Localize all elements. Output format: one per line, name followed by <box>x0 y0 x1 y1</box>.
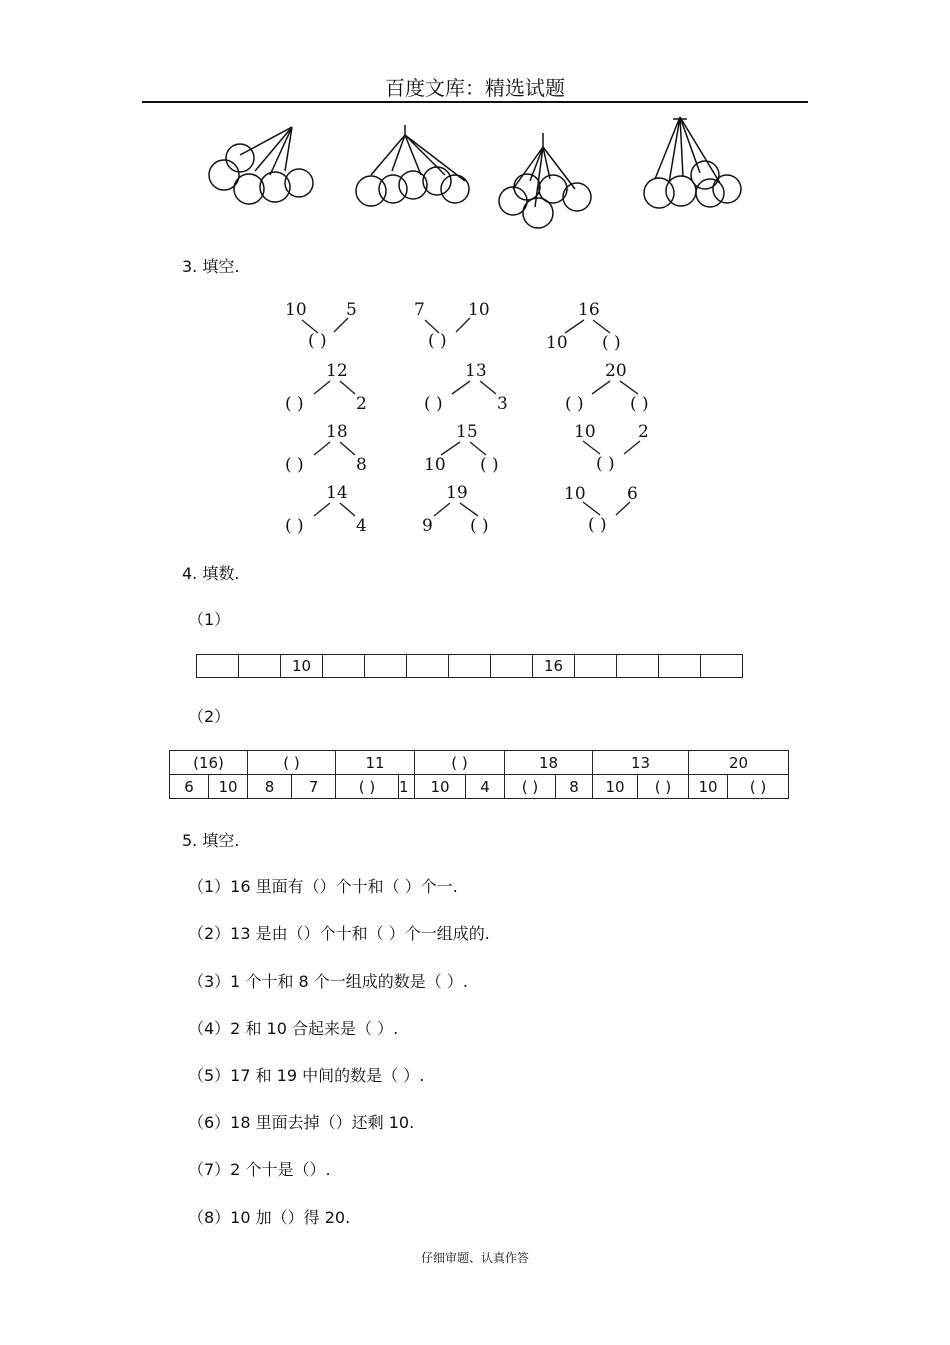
q3-tree7-right: 8 <box>356 455 367 475</box>
q3-tree7-left: ( ) <box>285 455 304 475</box>
q3-tree3-top: 16 <box>578 300 600 320</box>
cherry-bunch-1-image <box>209 127 313 204</box>
q4-p2-bottom-cell: 10 <box>415 775 466 799</box>
q5-item-5: （5）17 和 19 中间的数是（ ）. <box>188 1066 425 1085</box>
q4-p1-cell[interactable] <box>239 655 281 678</box>
q3-tree1-left: 10 <box>285 300 307 320</box>
q5-item-1: （1）16 里面有（）个十和（ ）个一. <box>188 877 458 896</box>
q3-tree6-left: ( ) <box>565 394 584 414</box>
q4-p2-bottom-cell: 6 <box>170 775 209 799</box>
cherry-bunches-illustration <box>195 113 755 233</box>
q3-tree8-top: 15 <box>456 422 478 442</box>
q3-tree4-right: 2 <box>356 394 367 414</box>
q4-p2-top-cell: 18 <box>505 751 593 775</box>
q4-p2-bottom-cell: 7 <box>292 775 336 799</box>
page-footer: 仔细审题、认真作答 <box>420 1251 529 1265</box>
q4-p1-cell[interactable] <box>617 655 659 678</box>
q5-item-7: （7）2 个十是（）. <box>188 1160 331 1179</box>
q3-tree12-blank: ( ) <box>588 515 607 535</box>
cherry-bunch-2-image <box>356 125 469 206</box>
q3-tree2-left: 7 <box>414 300 425 320</box>
q4-p1-cell: 16 <box>533 655 575 678</box>
q4-part2-label: （2） <box>188 707 231 726</box>
q5-item-8: （8）10 加（）得 20. <box>188 1208 351 1227</box>
q5-item-6: （6）18 里面去掉（）还剩 10. <box>188 1113 415 1132</box>
q4-part1-label: （1） <box>188 610 231 629</box>
q3-tree7-top: 18 <box>326 422 348 442</box>
cherry-bunch-3-image <box>499 133 591 228</box>
q3-tree10-top: 14 <box>326 483 348 503</box>
q4-p2-top-cell: 20 <box>689 751 789 775</box>
q3-tree11-left: 9 <box>422 516 433 536</box>
q3-tree5-right: 3 <box>497 394 508 414</box>
q4-decomposition-table <box>169 750 789 799</box>
q3-tree9-right: 2 <box>638 422 649 442</box>
q4-p2-bottom-cell[interactable]: ( ) <box>505 775 556 799</box>
q4-p2-top-cell[interactable]: ( ) <box>248 751 336 775</box>
q3-tree8-right: ( ) <box>480 455 499 475</box>
q4-p1-cell[interactable] <box>659 655 701 678</box>
q4-p1-cell[interactable] <box>365 655 407 678</box>
q4-p2-top-cell: 13 <box>593 751 689 775</box>
q3-tree10-left: ( ) <box>285 516 304 536</box>
q4-title: 4. 填数. <box>182 564 240 583</box>
q3-tree2-blank: ( ) <box>428 331 447 351</box>
q3-tree3-left: 10 <box>546 333 568 353</box>
q3-tree4-left: ( ) <box>285 394 304 414</box>
q4-p2-bottom-cell: 8 <box>248 775 292 799</box>
q3-tree11-right: ( ) <box>470 516 489 536</box>
q3-tree9-blank: ( ) <box>596 454 615 474</box>
q3-title: 3. 填空. <box>182 257 240 276</box>
q4-p1-cell[interactable] <box>407 655 449 678</box>
q4-p1-cell[interactable] <box>449 655 491 678</box>
q4-p2-bottom-cell[interactable]: ( ) <box>728 775 789 799</box>
q4-p1-cell[interactable] <box>323 655 365 678</box>
q3-tree1-right: 5 <box>346 300 357 320</box>
q3-tree10-right: 4 <box>356 516 367 536</box>
q4-p1-cell[interactable] <box>197 655 239 678</box>
q4-p2-bottom-cell: 10 <box>209 775 248 799</box>
q3-tree5-left: ( ) <box>424 394 443 414</box>
q3-tree2-right: 10 <box>468 300 490 320</box>
q4-p2-bottom-cell[interactable]: ( ) <box>336 775 399 799</box>
q3-tree3-right: ( ) <box>602 333 621 353</box>
q3-tree8-left: 10 <box>424 455 446 475</box>
page-header-title: 百度文库：精选试题 <box>385 76 565 100</box>
q4-p2-top-cell: (16) <box>170 751 248 775</box>
q4-p2-bottom-cell: 10 <box>593 775 638 799</box>
q5-item-3: （3）1 个十和 8 个一组成的数是（ ）. <box>188 972 468 991</box>
q3-tree6-top: 20 <box>605 361 627 381</box>
q4-p2-bottom-cell: 8 <box>556 775 593 799</box>
q3-tree11-top: 19 <box>446 483 468 503</box>
q3-tree12-left: 10 <box>564 484 586 504</box>
q4-p2-bottom-cell: 4 <box>466 775 505 799</box>
q4-p2-bottom-cell[interactable]: ( ) <box>638 775 689 799</box>
q3-tree1-blank: ( ) <box>308 331 327 351</box>
q5-item-2: （2）13 是由（）个十和（ ）个一组成的. <box>188 924 490 943</box>
cherry-bunch-4-image <box>644 117 741 208</box>
q4-p1-cell: 10 <box>281 655 323 678</box>
q4-p2-top-cell: 11 <box>336 751 415 775</box>
q5-title: 5. 填空. <box>182 831 240 850</box>
q4-p2-bottom-cell: 10 <box>689 775 728 799</box>
q4-p2-top-cell[interactable]: ( ) <box>415 751 505 775</box>
q3-tree9-left: 10 <box>574 422 596 442</box>
header-rule <box>142 101 808 103</box>
q4-p2-bottom-cell: 1 <box>398 775 414 799</box>
q3-tree12-right: 6 <box>627 484 638 504</box>
q3-tree4-top: 12 <box>326 361 348 381</box>
q4-p1-cell[interactable] <box>491 655 533 678</box>
q3-tree5-top: 13 <box>465 361 487 381</box>
q4-p1-cell[interactable] <box>701 655 743 678</box>
q4-number-row-table <box>196 654 743 678</box>
q4-p1-cell[interactable] <box>575 655 617 678</box>
q5-item-4: （4）2 和 10 合起来是（ ）. <box>188 1019 399 1038</box>
q3-tree6-right: ( ) <box>630 394 649 414</box>
